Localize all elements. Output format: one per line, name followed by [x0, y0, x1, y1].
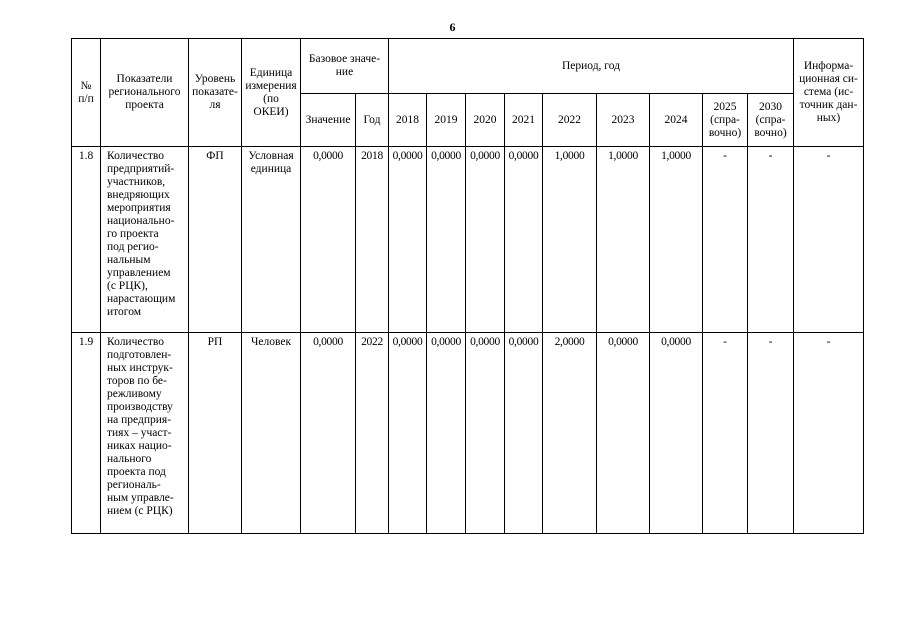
- row-num: 1.8: [72, 147, 101, 333]
- indicators-table: [71, 38, 864, 534]
- row-num: 1.9: [72, 333, 101, 534]
- header-source: Информа- ционная си- стема (ис- точник дан- ных): [794, 39, 864, 147]
- header-year-2021: 2021: [505, 94, 543, 147]
- row-value-2019: 0,0000: [427, 333, 466, 534]
- row-value-2023: 1,0000: [597, 147, 650, 333]
- row-value-2018: 0,0000: [389, 147, 427, 333]
- row-value-2022: 1,0000: [543, 147, 597, 333]
- row-value-2030: -: [748, 147, 794, 333]
- header-period: Период, год: [389, 39, 794, 94]
- row-base-year: 2022: [356, 333, 389, 534]
- header-year-2025: 2025 (спра- вочно): [703, 94, 748, 147]
- row-value-2024: 1,0000: [650, 147, 703, 333]
- row-source: -: [794, 333, 864, 534]
- header-base-value: Значение: [301, 94, 356, 147]
- header-unit: Единица измерения (по ОКЕИ): [242, 39, 301, 147]
- header-year-2023: 2023: [597, 94, 650, 147]
- row-value-2022: 2,0000: [543, 333, 597, 534]
- row-value-2030: -: [748, 333, 794, 534]
- header-year-2022: 2022: [543, 94, 597, 147]
- row-value-2025: -: [703, 147, 748, 333]
- row-value-2020: 0,0000: [466, 333, 505, 534]
- header-year-2018: 2018: [389, 94, 427, 147]
- row-indicator: Количество подготовлен- ных инструк- торов по бе- режливому производству на предприя- тиях – участ- никах нацио- нального проекта под региональ- ным управле- нием (с РЦК): [101, 333, 189, 534]
- row-value-2021: 0,0000: [505, 147, 543, 333]
- header-level: Уровень показате- ля: [189, 39, 242, 147]
- row-value-2024: 0,0000: [650, 333, 703, 534]
- header-year-2024: 2024: [650, 94, 703, 147]
- header-year-2019: 2019: [427, 94, 466, 147]
- header-base-year: Год: [356, 94, 389, 147]
- header-year-2020: 2020: [466, 94, 505, 147]
- row-source: -: [794, 147, 864, 333]
- row-base-value: 0,0000: [301, 333, 356, 534]
- row-value-2023: 0,0000: [597, 333, 650, 534]
- row-value-2018: 0,0000: [389, 333, 427, 534]
- row-unit: Условная единица: [242, 147, 301, 333]
- header-num: № п/п: [72, 39, 101, 147]
- row-base-year: 2018: [356, 147, 389, 333]
- table-row: [72, 333, 864, 534]
- row-level: РП: [189, 333, 242, 534]
- row-base-value: 0,0000: [301, 147, 356, 333]
- header-base: Базовое значе- ние: [301, 39, 389, 94]
- header-indicator: Показатели регионального проекта: [101, 39, 189, 147]
- row-value-2019: 0,0000: [427, 147, 466, 333]
- header-year-2030: 2030 (спра- вочно): [748, 94, 794, 147]
- row-value-2025: -: [703, 333, 748, 534]
- row-unit: Человек: [242, 333, 301, 534]
- row-indicator: Количество предприятий- участников, внедряющих мероприятия национально- го проекта под регио- нальным управлением (с РЦК), нарастающим итогом: [101, 147, 189, 333]
- page-number: 6: [449, 20, 456, 34]
- table-row: [72, 147, 864, 333]
- row-level: ФП: [189, 147, 242, 333]
- row-value-2021: 0,0000: [505, 333, 543, 534]
- row-value-2020: 0,0000: [466, 147, 505, 333]
